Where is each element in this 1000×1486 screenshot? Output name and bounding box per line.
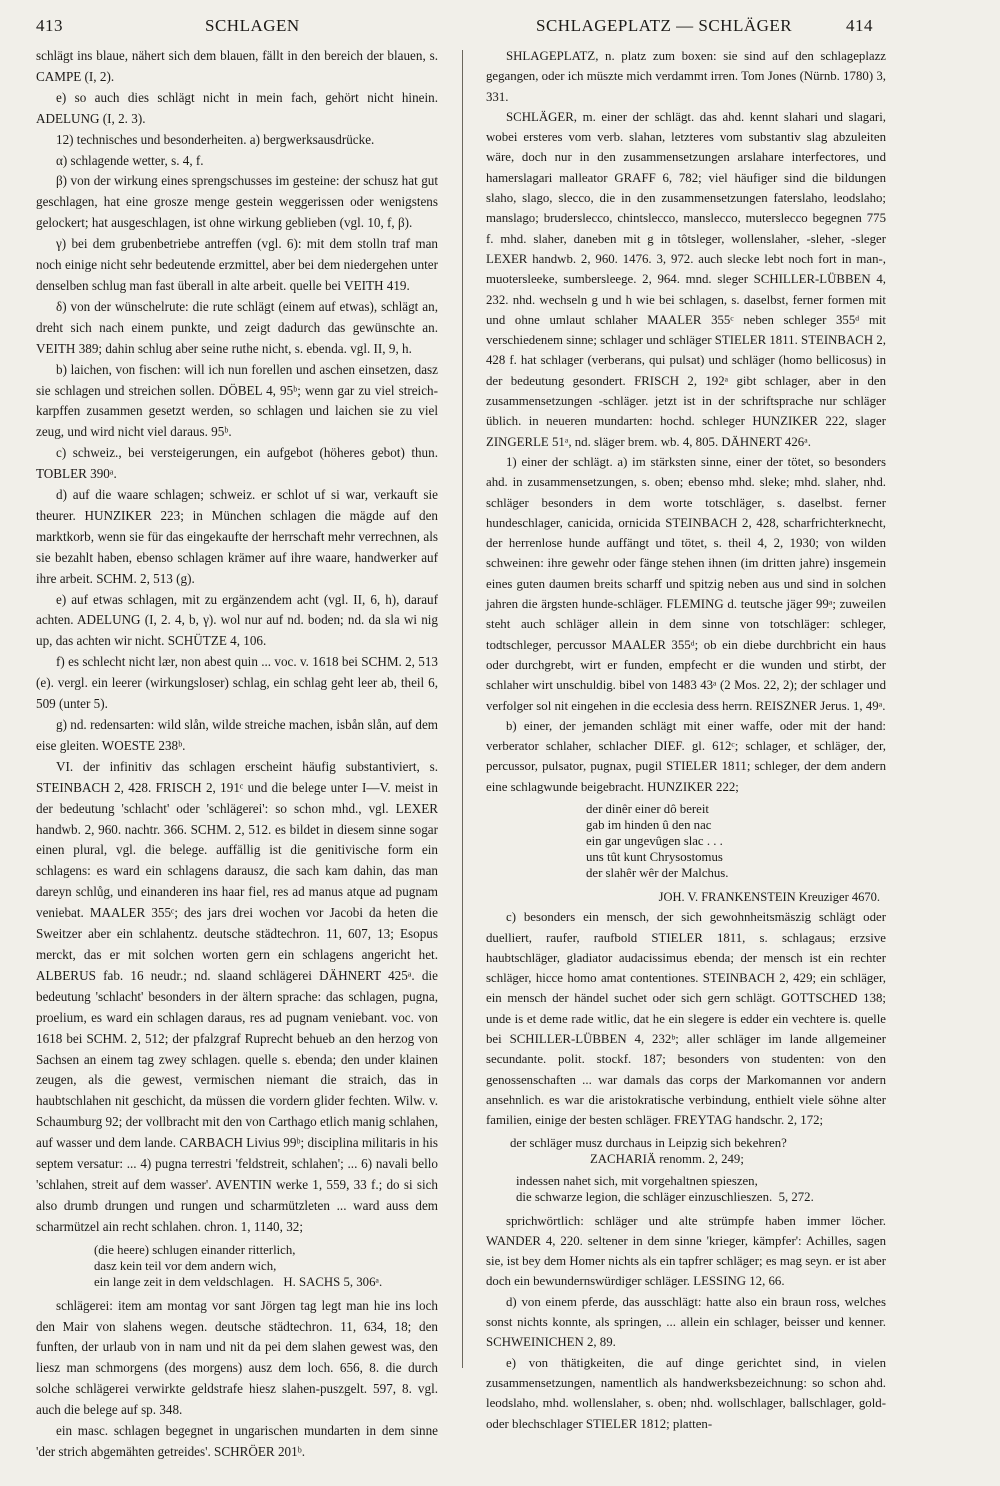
verse-quote: indessen nahet sich, mit vorgehaltnen spieszen, die schwarze legion, die schläger einzuschlieszen. 5, 272. xyxy=(516,1173,814,1204)
paragraph: δ) von der wünschelrute: die rute schlägt (einem auf etwas), schlägt an, dreht sich nach einem punkte, und zeigt dadurch das gewünschte an. VEITH 389; dahin schlug aber seine ruthe nicht, s. ebenda. vgl. II, 9, h. xyxy=(36,298,438,356)
column-divider xyxy=(462,50,463,1368)
paragraph: VI. der infinitiv das schlagen erscheint häufig substantiviert, s. STEINBACH 2, 428. FRISCH 2, 191ᶜ und die belege unter I—V. meist in der bedeutung 'schlacht' oder 'schlägerei': so schon mhd., vgl. LEXER handwb. 2, 960. nachtr. 366. SCHM. 2, 512. es bildet in diesem sinne sogar einen plural, vgl. die belege. auffällig ist die genitivische form ein schlagens: es ward ein schlagens darausz, die sach kam dahin, das man dareyn schlůg, und einanderen ins haar fiel, res ad manus atque ad pugnam veniebat. MAALER 355ᶜ; des jars drei wochen vor Jacobi da heten die Sweitzer aber ein schlahentz. deutsche städtechron. 11, 607, 13; Esopus merckt, das er mit solchen worten gern ein schlagens angericht het. ALBERUS fab. 16 neudr.; nd. slaand schlägerei DÄHNERT 425ᵃ. die bedeutung 'schlacht' besonders in der ältern sprache: das schlagen, pugna, proelium, es ward ein schlagen daraus, res ad pugnam veniebant. voc. von 1618 bei SCHM. 2, 512; der pfalzgraf Ruprecht behueb an den herzog von Sachsen an einem tag zwey schlagen. quelle s. ebenda; den under klainen zeugen, als die gewest, vermischen niemant die straich, das in haubtschlahen nit geschicht, da müssen die vordern glider fechten. Wilw. v. Schaumburg 92; der vollbracht mit den von Carthago etlich manig schlahen, auf wasser und dem lande. CARBACH Livius 99ᵇ; disciplina militaris in his septem versatur: ... 4) pugna terrestri 'feldstreit, schlahen'; ... 6) navali bello 'schlahen, streit auf dem wasser'. AVENTIN werke 1, 559, 33 f.; do si sich also drumb drungen und rungen und scharmützleten ... ward auss dem scharmützel ain recht schlahen. chron. 1, 1140, 32; xyxy=(36,758,438,1234)
verse-quote: (die heere) schlugen einander ritterlich, dasz kein teil vor dem andern wich, ein lange zeit in dem veldschlagen. H. SACHS 5, 306ᵃ. xyxy=(94,1242,383,1289)
paragraph: γ) bei dem grubenbetriebe antreffen (vgl. 6): mit dem stolln traf man noch einige nicht sehr bedeutende erzmittel, aber bei dem niedergehen unter denselben schlug man fast überall in alte arbeit. quelle bei VEITH 419. xyxy=(36,236,438,293)
paragraph: f) es schlecht nicht lær, non abest quin ... voc. v. 1618 bei SCHM. 2, 513 (e). vergl. ein leerer (wirkungsloser) schlag, ein schlag geht leer ab, theil 6, 509 (unter 5). xyxy=(36,654,438,712)
paragraph: 1) einer der schlägt. a) im stärksten sinne, einer der tötet, so besonders ahd. in zusammensetzungen, s. oben; ebenso mhd. sleke; mhd. slaher, nhd. schläger besonders in dem worte totschläger, s. daselbst. ferner hundeschlager, canicida, ornicida STEINBACH 2, 428, scharfrichterknecht, der herrenlose hunde auffängt und tötet, s. theil 4, 2, 1930; von wilden schweinen: ihre gewehr oder fänge stehen ihnen (im dritten jahre) insgemein eines guten daumen breits scharff und spitzig neben aus und sind in solchen jahren die ärgsten hunde-schläger. FLEMING d. teutsche jäger 99ᵃ; zuweilen steht auch schläger allein in dem sinne von totschläger: schleger, todtschleger, percussor MAALER 355ᵈ; ob ein diebe durchbricht ein haus oder durchgrebt, wirt er funden, empfecht er die wunden und stirbt, der schlaher wirt unschuldig. bibel von 1483 43ᵃ (2 Mos. 22, 2); der schlager und verfolger sol nit eingehen in die ecclesia dess herrn. REISZNER Jerus. 1, 49ᵃ. xyxy=(486,454,886,713)
paragraph: sprichwörtlich: schläger und alte strümpfe haben immer löcher. WANDER 4, 220. seltener in dem sinne 'krieger, kämpfer': Achilles, sagen sie, ist bey dem Homer nichts als ein tapfrer schläger; es mag seyn. er ist aber doch ein bewundernswürdiger schläger. LESSING 12, 66. xyxy=(486,1213,886,1289)
verse-quote: der dinêr einer dô bereit gab im hinden û den nac ein gar ungevûgen slac . . . uns tût kunt Chrysostomus der slahêr wêr der Malchus. xyxy=(586,801,729,880)
right-page-number: 414 xyxy=(846,16,873,35)
verse-citation: JOH. V. FRANKENSTEIN Kreuziger 4670. xyxy=(658,889,880,904)
paragraph: c) besonders ein mensch, der sich gewohnheitsmäszig schlägt oder duelliert, raufer, raufbold STIELER 1811, s. schlagaus; erzsive haubtschläger, gladiator audacissimus ebenda; der mensch ist ein rechter schläger, hicce homo amat contentiones. STEINBACH 2, 429; ein schläger, ein mensch der händel suchet oder sich gern schlägt. GOTTSCHED 138; unde is et deme rade witlic, dat he ein slegere is edder ein vechtere is. quelle bei SCHILLER-LÜBBEN 4, 232ᵇ; aller schläger im lande allgemeiner secundante. polit. stockf. 187; besonders von studenten: von den genossenschaften ... war damals das corps der Markomannen vor andern ansehnlich. es war die aristokratische verbindung, enthielt viele söhne alter familien, einige der besten schläger. FREYTAG handschr. 2, 172; xyxy=(486,910,886,1128)
paragraph: d) auf die waare schlagen; schweiz. er schlot uf si war, verkauft sie theurer. HUNZIKER 223; in München schlagen die mägde auf den marktkorb, wenn sie für das eingekaufte der herrschaft mehr verrechnen, als sie bezahlt haben, ebenso schlagen krämer auf ihre waare, handwerker auf ihre arbeit. SCHM. 2, 513 (g). xyxy=(36,487,438,586)
paragraph: ein masc. schlagen begegnet in ungarischen mundarten in dem sinne 'der strich abgemähten getreides'. SCHRÖER 201ᵇ. xyxy=(36,1423,438,1459)
paragraph: α) schlagende wetter, s. 4, f. xyxy=(56,152,204,168)
paragraph: β) von der wirkung eines sprengschusses im gesteine: der schusz hat gut geschlagen, hat eine grosze menge gestein weggerissen oder wenigstens gelockert; hat ausgeschlagen, ist ohne wirkung geblieben (vgl. 10, f, β). xyxy=(36,173,438,231)
left-column xyxy=(36,46,438,1463)
entry-schlaeger: SCHLÄGER, m. einer der schlägt. das ahd. kennt slahari und slagari, wobei ersteres vom verb. slahan, letzteres vom substantiv slag abzuleiten wäre, doch nur in den zusammensetzungen arslahare interfectores, und hamerslagari malleator GRAFF 6, 782; viel häufiger sind die bildungen slaho, slago, slecco, die in den zusammensetzungen faterslaho, leodslaho; manslago; bruderslecco, chintslecco, manslecco, muterslecco begegnen 775 f. mhd. slaher, daneben mit g in tôtsleger, wollenslaher, -sleher, -sleger LEXER handwb. 2, 960. 1476. 3, 972. auch slecke lebt noch fort in man-, muotersleeke, sumbersleege. 2, 964. mnd. sleger SCHILLER-LÜBBEN 4, 232. nhd. wechseln g und h wie bei schlagen, s. daselbst, ferner formen mit und ohne umlaut schlaher MAALER 355ᶜ neben schleger 355ᵈ mit verschiedenem sinne; schlager und schläger STIELER 1811. STEINBACH 2, 428 f. hat schlager (verberans, qui pulsat) und schläger (homo bellicosus) in der bedeutung gesondert. FRISCH 2, 192ᵃ gibt schlager, aber in den zusammensetzungen -schläger. jetzt ist in der schriftsprache nur schläger üblich. in neueren mundarten: hochd. schleger HUNZIKER 222, slager ZINGERLE 51ᵃ, nd. släger brem. wb. 4, 805. DÄHNERT 426ᵃ. xyxy=(486,109,886,449)
paragraph: b) einer, der jemanden schlägt mit einer waffe, oder mit der hand: verberator schlaher, schlacher DIEF. gl. 612ᶜ; schlager, et schläger, der, percussor, pulsator, pugnax, pugil STIELER 1811; schleger, der dem andern eine schlagwunde beigebracht. HUNZIKER 222; xyxy=(486,718,886,794)
paragraph: e) von thätigkeiten, die auf dinge gerichtet sind, in vielen zusammensetzungen, namentlich als handwerksbezeichnung: so schon ahd. leodslaho, mhd. wollenslaher, s. oben; nhd. wollschlager, ballschlager, gold- oder blechschlager STIELER 1812; platten- xyxy=(486,1355,886,1431)
paragraph: schlägerei: item am montag vor sant Jörgen tag legt man hie ins loch den Mair von slahens wegen. deutsche städtechron. 11, 634, 18; den funften, der urlaub von in nam und nit da pei dem slahen gewest was, den liesz man schmorgens (des morgens) ausz dem loch. 656, 8. die durch solche schlägerei verwirkte geldstrafe hiesz slahen-puszgelt. 597, 8. vgl. auch die belege auf sp. 348. xyxy=(36,1297,438,1418)
right-running-title: SCHLAGEPLATZ — SCHLÄGER xyxy=(536,16,793,35)
left-page-number: 413 xyxy=(36,16,63,35)
paragraph: schlägt ins blaue, nähert sich dem blauen, fällt in den bereich der blauen, s. CAMPE (I, 2). xyxy=(36,48,438,84)
paragraph: 12) technisches und besonderheiten. a) bergwerksausdrücke. xyxy=(56,131,375,147)
left-running-title: SCHLAGEN xyxy=(205,16,300,35)
right-column xyxy=(486,46,886,1434)
paragraph: g) nd. redensarten: wild slån, wilde streiche machen, isbån slån, auf dem eise gleiten. WOESTE 238ᵇ. xyxy=(36,717,438,753)
paragraph: b) laichen, von fischen: will ich nun forellen und aschen einsetzen, dasz sie schlagen und streichen sollen. DÖBEL 4, 95ᵇ; wenn gar zu viel streich-karpffen zusammen gesetzt werden, so schlagen und laichen sie zu viel zeug, und wird nicht viel daraus. 95ᵇ. xyxy=(36,361,438,440)
paragraph: e) auf etwas schlagen, mit zu ergänzendem acht (vgl. II, 6, h), darauf achten. ADELUNG (I, 2. 4, b, γ). wol nur auf nd. boden; nd. da sla wi nig up, das achten wir nicht. SCHÜTZE 4, 106. xyxy=(36,591,438,649)
paragraph: d) von einem pferde, das ausschlägt: hatte also ein braun ross, welches sonst nichts konnte, als springen, ... allein ein schlager, beisser und kenner. SCHWEINICHEN 2, 89. xyxy=(486,1294,886,1350)
verse-quote: der schläger musz durchaus in Leipzig sich bekehren? ZACHARIÄ renomm. 2, 249; xyxy=(510,1135,787,1166)
paragraph: e) so auch dies schlägt nicht in mein fach, gehört nicht hinein. ADELUNG (I, 2. 3). xyxy=(36,89,438,126)
entry-schlageplatz: SHLAGEPLATZ, n. platz zum boxen: sie sind auf den schlageplazz gegangen, oder ich müszte mich verdammt irren. Tom Jones (Nürnb. 1780) 3, 331. xyxy=(486,49,886,104)
paragraph: c) schweiz., bei versteigerungen, ein aufgebot (höheres gebot) thun. TOBLER 390ᵃ. xyxy=(36,445,438,482)
